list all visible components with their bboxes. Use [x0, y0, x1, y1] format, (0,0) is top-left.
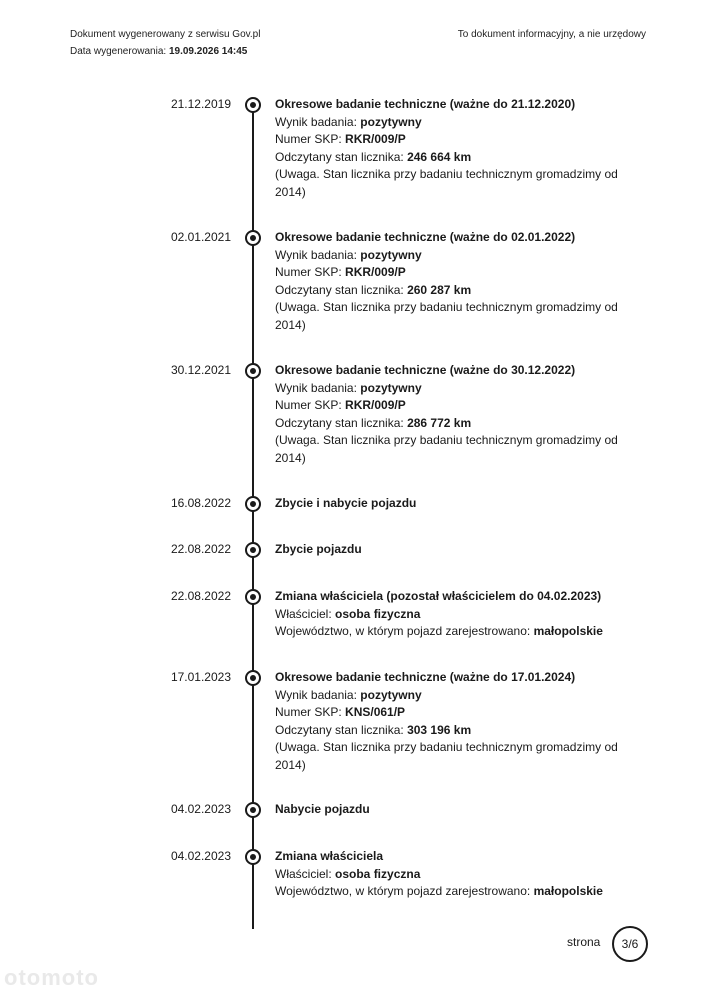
entry-content	[275, 801, 630, 819]
detail-label: Wynik badania:	[275, 380, 361, 395]
entry-detail-line	[275, 397, 630, 415]
entry-date: 30.12.2021	[170, 363, 231, 377]
detail-value: pozytywny	[360, 687, 422, 702]
entry-detail-line	[275, 883, 630, 901]
entry-date: 17.01.2023	[170, 670, 231, 684]
entry-detail-line	[275, 166, 630, 201]
entry-date: 22.08.2022	[170, 589, 231, 603]
entry-title: Okresowe badanie techniczne (ważne do 21.12.2020)	[275, 97, 576, 111]
detail-label: Województwo, w którym pojazd zarejestrowano:	[275, 624, 534, 638]
entry-title: Zmiana właściciela	[275, 849, 384, 863]
generation-date-value: 19.09.2026 14:45	[168, 46, 248, 57]
entry-detail-line	[275, 415, 630, 433]
generation-date	[70, 43, 260, 60]
entry-content	[275, 229, 630, 334]
entry-detail-line	[275, 722, 630, 740]
timeline-dot-icon	[245, 363, 261, 379]
document-header	[70, 26, 260, 60]
detail-label: Wynik badania:	[275, 114, 361, 129]
detail-label: Numer SKP:	[275, 705, 346, 719]
detail-label: (Uwaga. Stan licznika przy badaniu technicznym gromadzimy od 2014)	[275, 740, 618, 772]
timeline-dot-icon	[245, 230, 261, 246]
entry-detail-line	[275, 282, 630, 300]
detail-value: 246 664 km	[407, 149, 472, 164]
generated-by-text: Dokument wygenerowany z serwisu Gov.pl	[70, 29, 261, 40]
entry-date: 04.02.2023	[170, 802, 231, 816]
entry-detail-line	[275, 606, 630, 624]
entry-content	[275, 362, 630, 467]
detail-value: RKR/009/P	[345, 265, 406, 279]
entry-content	[275, 541, 630, 559]
detail-label: Numer SKP:	[275, 132, 346, 146]
generation-date-label: Data wygenerowania:	[70, 46, 169, 57]
detail-label: (Uwaga. Stan licznika przy badaniu technicznym gromadzimy od 2014)	[275, 433, 618, 465]
detail-label: Odczytany stan licznika:	[275, 149, 408, 164]
entry-detail-line	[275, 114, 630, 132]
entry-detail-line	[275, 623, 630, 641]
detail-value: małopolskie	[533, 624, 603, 638]
entry-content	[275, 669, 630, 774]
detail-value: 260 287 km	[407, 282, 472, 297]
entry-detail-line	[275, 149, 630, 167]
entry-title: Zbycie pojazdu	[275, 542, 362, 556]
entry-date: 02.01.2021	[170, 230, 231, 244]
entry-detail-line	[275, 739, 630, 774]
detail-label: Województwo, w którym pojazd zarejestrowano:	[275, 884, 534, 898]
entry-detail-line	[275, 866, 630, 884]
detail-value: pozytywny	[360, 380, 422, 395]
detail-label: Odczytany stan licznika:	[275, 415, 408, 430]
detail-value: małopolskie	[533, 884, 603, 898]
entry-date: 16.08.2022	[170, 496, 231, 510]
entry-date: 04.02.2023	[170, 849, 231, 863]
watermark-logo: otomoto	[4, 965, 99, 990]
page-label: strona	[567, 935, 601, 949]
entry-content	[275, 495, 630, 513]
entry-detail-line	[275, 704, 630, 722]
entry-detail-line	[275, 687, 630, 705]
entry-title: Zbycie i nabycie pojazdu	[275, 496, 417, 510]
entry-detail-line	[275, 247, 630, 265]
entry-title: Nabycie pojazdu	[275, 802, 370, 816]
entry-date: 21.12.2019	[170, 97, 231, 111]
timeline-dot-icon	[245, 542, 261, 558]
detail-value: pozytywny	[360, 247, 422, 262]
timeline-dot-icon	[245, 670, 261, 686]
detail-label: Wynik badania:	[275, 247, 361, 262]
entry-title: Okresowe badanie techniczne (ważne do 30.12.2022)	[275, 363, 576, 377]
entry-detail-line	[275, 131, 630, 149]
detail-value: RKR/009/P	[345, 132, 406, 146]
entry-title: Zmiana właściciela (pozostał właścicielem do 04.02.2023)	[275, 589, 602, 603]
timeline-dot-icon	[245, 97, 261, 113]
timeline-dot-icon	[245, 589, 261, 605]
detail-label: Numer SKP:	[275, 398, 346, 412]
entry-content	[275, 848, 630, 901]
detail-value: KNS/061/P	[345, 705, 406, 719]
timeline-dot-icon	[245, 802, 261, 818]
timeline-dot-icon	[245, 849, 261, 865]
detail-value: 303 196 km	[407, 722, 472, 737]
entry-content	[275, 96, 630, 201]
page-number: 3/6	[612, 926, 648, 962]
entry-date: 22.08.2022	[170, 542, 231, 556]
detail-value: RKR/009/P	[345, 398, 406, 412]
detail-value: pozytywny	[360, 114, 422, 129]
entry-detail-line	[275, 264, 630, 282]
entry-detail-line	[275, 299, 630, 334]
entry-content	[275, 588, 630, 641]
detail-label: Numer SKP:	[275, 265, 346, 279]
detail-label: Odczytany stan licznika:	[275, 282, 408, 297]
detail-label: Odczytany stan licznika:	[275, 722, 408, 737]
detail-label: (Uwaga. Stan licznika przy badaniu technicznym gromadzimy od 2014)	[275, 167, 618, 199]
disclaimer-text: To dokument informacyjny, a nie urzędowy	[457, 29, 646, 40]
detail-value: 286 772 km	[407, 415, 472, 430]
detail-label: (Uwaga. Stan licznika przy badaniu technicznym gromadzimy od 2014)	[275, 300, 618, 332]
entry-detail-line	[275, 432, 630, 467]
entry-detail-line	[275, 380, 630, 398]
detail-value: osoba fizyczna	[335, 606, 421, 621]
detail-label: Właściciel:	[275, 866, 336, 881]
entry-title: Okresowe badanie techniczne (ważne do 17.01.2024)	[275, 670, 576, 684]
detail-value: osoba fizyczna	[335, 866, 421, 881]
detail-label: Wynik badania:	[275, 687, 361, 702]
timeline-dot-icon	[245, 496, 261, 512]
entry-title: Okresowe badanie techniczne (ważne do 02.01.2022)	[275, 230, 576, 244]
detail-label: Właściciel:	[275, 606, 336, 621]
